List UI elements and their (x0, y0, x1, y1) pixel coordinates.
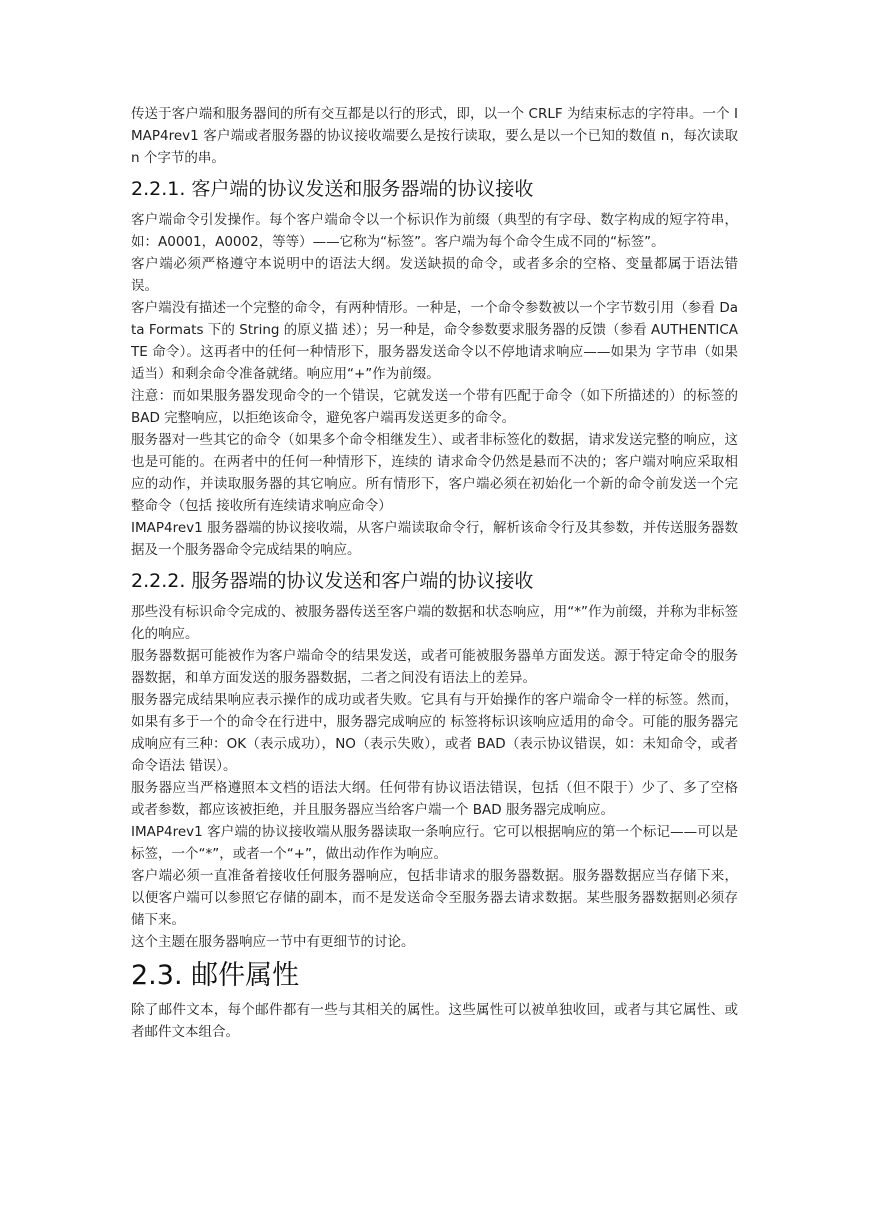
document-page (131, 103, 738, 1043)
paragraph: 服务器应当严格遵照本文档的语法大纲。任何带有协议语法错误，包括（但不限于）少了、多了空格或者参数，都应该被拒绝，并且服务器应当给客户端一个 BAD 服务器完成响应。 (131, 780, 738, 818)
section-2-2-1-heading: 2.2.1. 客户端的协议发送和服务器端的协议接收 (131, 178, 534, 200)
paragraph: 客户端必须严格遵守本说明中的语法大纲。发送缺损的命令，或者多余的空格、变量都属于语法错误。 (131, 256, 738, 294)
intro-paragraph: 传送于客户端和服务器间的所有交互都是以行的形式，即，以一个 CRLF 为结束标志的字符串。一个 IMAP4rev1 客户端或者服务器的协议接收端要么是按行读取，要么是以一个已知的数值 n，每次读取 n 个字节的串。 (131, 106, 738, 166)
section-2-3-heading: 2.3. 邮件属性 (131, 960, 300, 991)
paragraph: 除了邮件文本，每个邮件都有一些与其相关的属性。这些属性可以被单独收回，或者与其它属性、或者邮件文本组合。 (131, 1002, 738, 1040)
paragraph: 服务器数据可能被作为客户端命令的结果发送，或者可能被服务器单方面发送。源于特定命令的服务器数据，和单方面发送的服务器数据，二者之间没有语法上的差异。 (131, 648, 738, 686)
paragraph: 注意：而如果服务器发现命令的一个错误，它就发送一个带有匹配于命令（如下所描述的）的标签的 BAD 完整响应，以拒绝该命令，避免客户端再发送更多的命令。 (131, 388, 738, 426)
paragraph: 那些没有标识命令完成的、被服务器传送至客户端的数据和状态响应，用“*”作为前缀，并称为非标签化的响应。 (131, 604, 738, 642)
paragraph: IMAP4rev1 客户端的协议接收端从服务器读取一条响应行。它可以根据响应的第一个标记——可以是标签，一个“*”，或者一个“+”，做出动作作为响应。 (131, 824, 738, 862)
paragraph: 客户端命令引发操作。每个客户端命令以一个标识作为前缀（典型的有字母、数字构成的短字符串，如：A0001，A0002，等等）——它称为“标签”。客户端为每个命令生成不同的“标签”。 (131, 212, 738, 250)
paragraph: IMAP4rev1 服务器端的协议接收端，从客户端读取命令行，解析该命令行及其参数，并传送服务器数据及一个服务器命令完成结果的响应。 (131, 520, 738, 558)
paragraph: 服务器对一些其它的命令（如果多个命令相继发生）、或者非标签化的数据，请求发送完整的响应，这也是可能的。在两者中的任何一种情形下，连续的 请求命令仍然是悬而不决的；客户端对响应采取相应的动作，并读取服务器的其它响应。所有情形下，客户端必须在初始化一个新的命令前发送一个完整命令（包括 接收所有连续请求响应命令） (131, 432, 738, 514)
paragraph: 服务器完成结果响应表示操作的成功或者失败。它具有与开始操作的客户端命令一样的标签。然而，如果有多于一个的命令在行进中，服务器完成响应的 标签将标识该响应适用的命令。可能的服务器完成响应有三种：OK（表示成功），NO（表示失败），或者 BAD（表示协议错误，如：未知命令，或者命令语法 错误）。 (131, 692, 738, 774)
paragraph: 这个主题在服务器响应一节中有更细节的讨论。 (131, 934, 415, 950)
paragraph: 客户端必须一直准备着接收任何服务器响应，包括非请求的服务器数据。服务器数据应当存储下来，以便客户端可以参照它存储的副本，而不是发送命令至服务器去请求数据。某些服务器数据则必须存储下来。 (131, 868, 738, 928)
section-2-2-2-heading: 2.2.2. 服务器端的协议发送和客户端的协议接收 (131, 570, 534, 592)
paragraph: 客户端没有描述一个完整的命令，有两种情形。一种是，一个命令参数被以一个字节数引用（参看 Data Formats 下的 String 的原义描 述）；另一种是，命令参数要求服务器的反馈（参看 AUTHENTICATE 命令）。这再者中的任何一种情形下，服务器发送命令以不停地请求响应——如果为 字节串（如果适当）和剩余命令准备就绪。响应用“+”作为前缀。 (131, 300, 738, 382)
